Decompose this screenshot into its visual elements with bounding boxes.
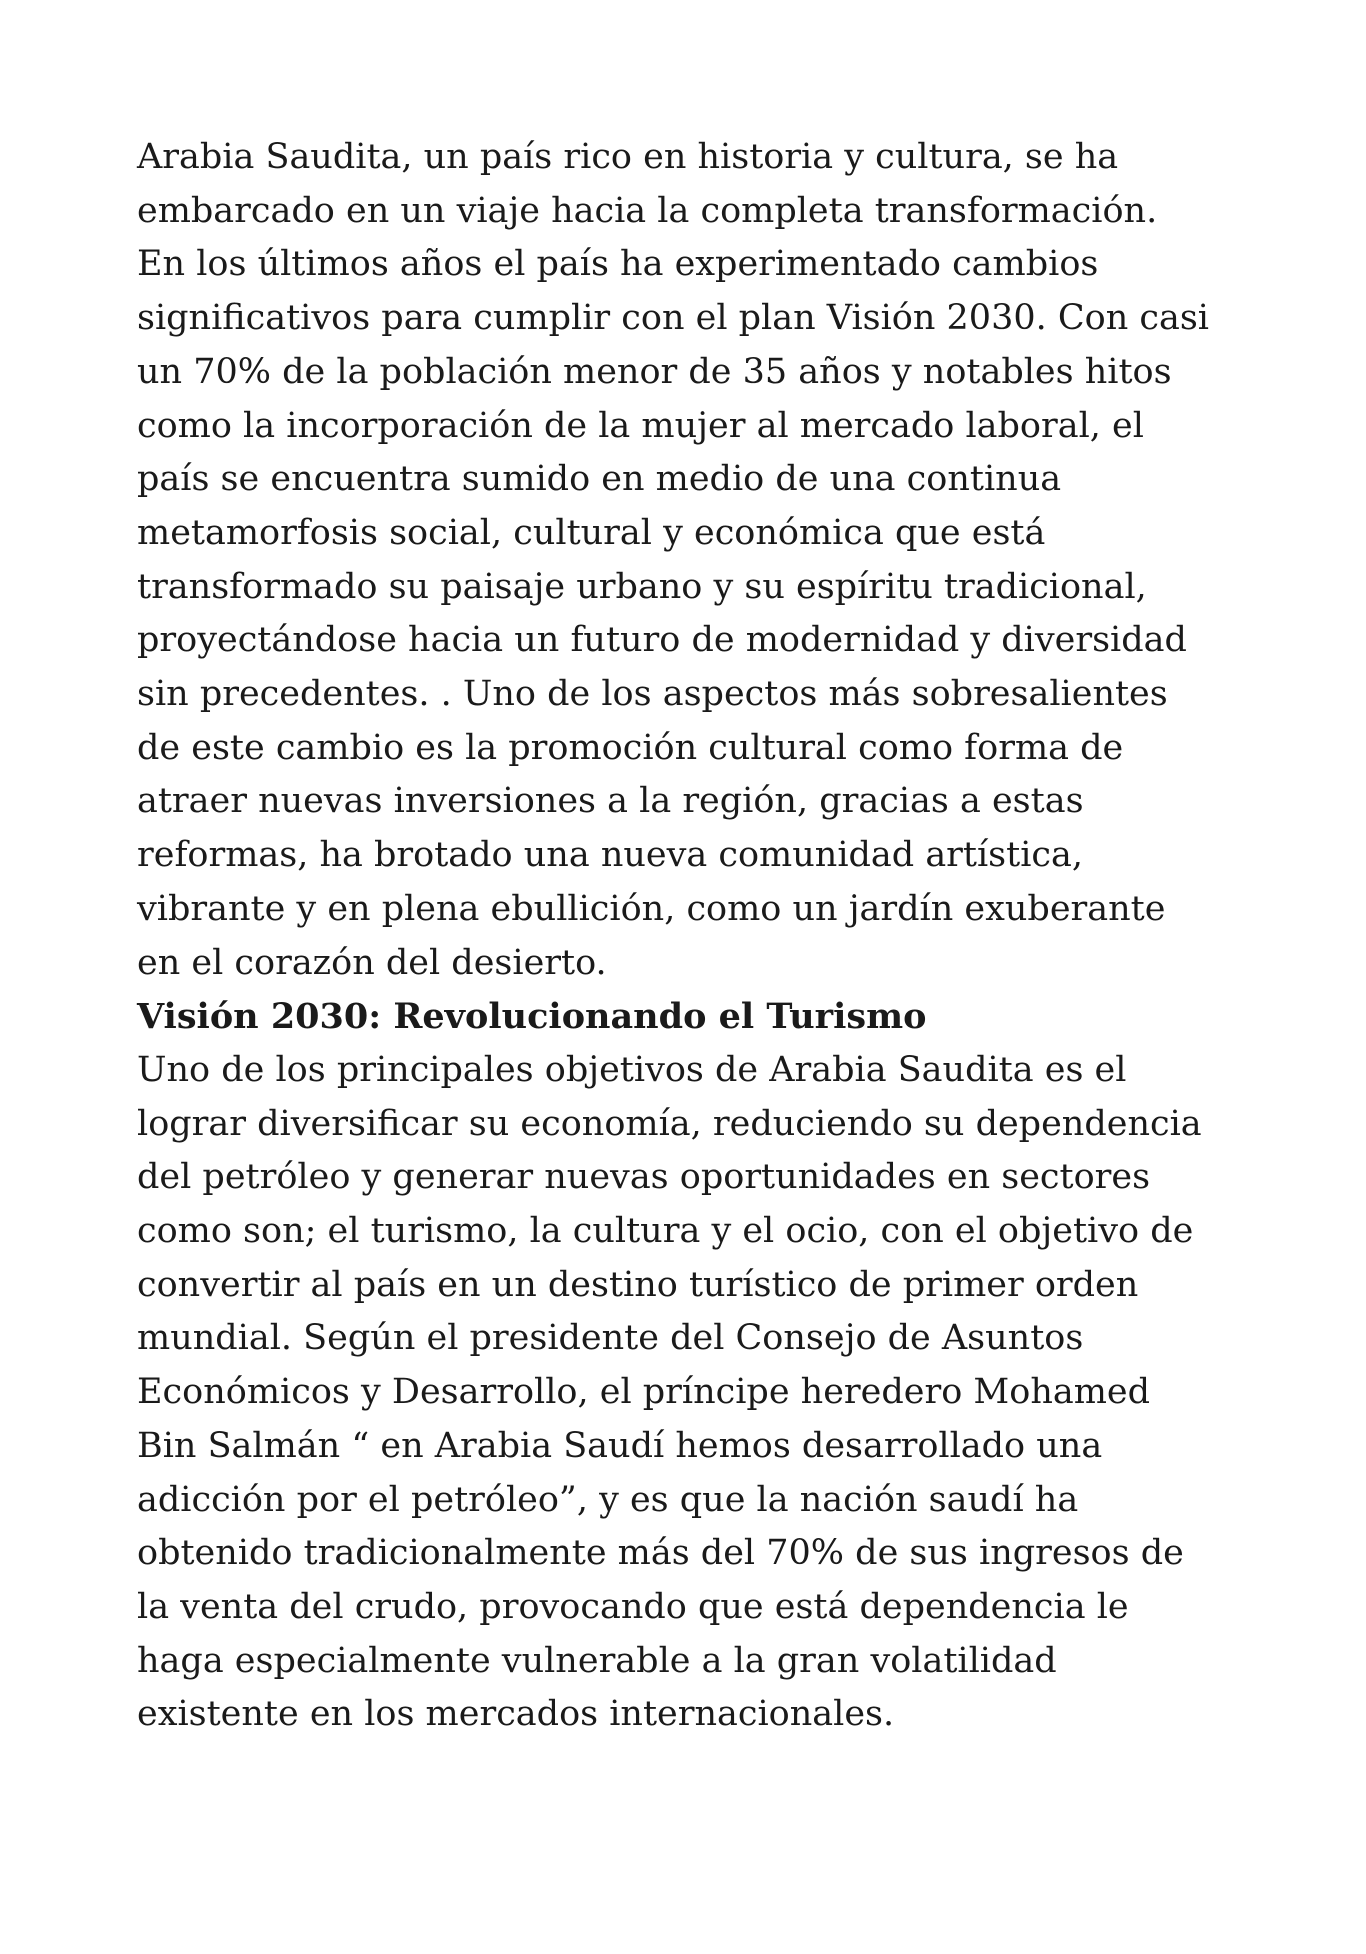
body-paragraph [137,1044,1257,1742]
paragraph-line: la venta del crudo, provocando que está dependencia le [137,1586,1129,1627]
paragraph-line: En los últimos años el país ha experimentado cambios [137,244,1099,285]
paragraph-line: un 70% de la población menor de 35 años y notables hitos [137,351,1172,392]
paragraph-line: lograr diversificar su economía, reduciendo su dependencia [137,1103,1202,1144]
paragraph-line: atraer nuevas inversiones a la región, gracias a estas [137,781,1084,822]
paragraph-line: convertir al país en un destino turístico de primer orden [137,1264,1139,1305]
paragraph-line: como son; el turismo, la cultura y el ocio, con el objetivo de [137,1211,1194,1252]
paragraph-line: mundial. Según el presidente del Consejo de Asuntos [137,1318,1084,1359]
paragraph-line: sin precedentes. . Uno de los aspectos más sobresalientes [137,674,1168,715]
paragraph-line: país se encuentra sumido en medio de una continua [137,459,1062,500]
paragraph-line: proyectándose hacia un futuro de modernidad y diversidad [137,620,1187,661]
paragraph-line: Bin Salmán “ en Arabia Saudí hemos desarrollado una [137,1425,1103,1466]
paragraph-line: en el corazón del desierto. [137,942,607,983]
paragraph-line: Arabia Saudita, un país rico en historia y cultura, se ha [137,137,1119,177]
paragraph-line: de este cambio es la promoción cultural como forma de [137,727,1124,768]
paragraph-line: como la incorporación de la mujer al mercado laboral, el [137,405,1144,446]
document-page [137,131,1257,1742]
paragraph-line: del petróleo y generar nuevas oportunidades en sectores [137,1157,1151,1198]
paragraph-line: obtenido tradicionalmente más del 70% de sus ingresos de [137,1533,1184,1574]
intro-paragraph [137,131,1257,990]
paragraph-line: metamorfosis social, cultural y económica que está [137,512,1046,553]
paragraph-line: existente en los mercados internacionales. [137,1694,895,1735]
paragraph-line: reformas, ha brotado una nueva comunidad artística, [137,835,1083,876]
paragraph-line: haga especialmente vulnerable a la gran volatilidad [137,1640,1057,1681]
paragraph-line: adicción por el petróleo”, y es que la nación saudí ha [137,1479,1079,1520]
paragraph-line: significativos para cumplir con el plan Visión 2030. Con casi [137,298,1209,339]
section-heading: Visión 2030: Revolucionando el Turismo [137,996,927,1038]
paragraph-line: transformado su paisaje urbano y su espíritu tradicional, [137,566,1147,607]
paragraph-line: Económicos y Desarrollo, el príncipe heredero Mohamed [137,1372,1151,1413]
paragraph-line: embarcado en un viaje hacia la completa transformación. [137,190,1158,231]
paragraph-line: vibrante y en plena ebullición, como un jardín exuberante [137,888,1166,929]
paragraph-line: Uno de los principales objetivos de Arabia Saudita es el [137,1049,1127,1090]
